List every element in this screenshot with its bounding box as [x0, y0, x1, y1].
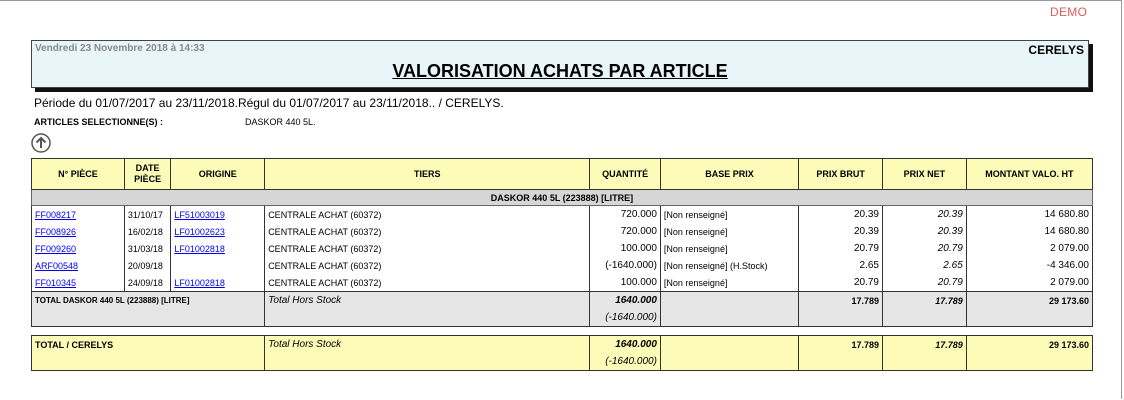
report-header: [31, 40, 1089, 88]
row-quantite: 720.000: [590, 223, 661, 240]
row-base-prix: [Non renseigné]: [660, 223, 798, 240]
subtotal-montant: 29 173.60: [966, 292, 1092, 310]
row-date: 20/09/18: [124, 257, 170, 274]
origine-link[interactable]: LF51003019: [174, 209, 225, 220]
row-montant: 14 680.80: [966, 223, 1092, 240]
spacer-row: [32, 327, 1093, 336]
table-row: [32, 274, 1093, 292]
row-prix-brut: 20.39: [799, 206, 883, 224]
col-header-base-prix[interactable]: BASE PRIX: [660, 159, 798, 190]
row-prix-net: 2.65: [882, 257, 966, 274]
subtotal-quantite-2: (-1640.000): [590, 309, 661, 327]
grand-total-base-prix: [660, 336, 798, 354]
table-row: [32, 206, 1093, 224]
row-date: 31/10/17: [124, 206, 170, 224]
row-prix-brut: 2.65: [799, 257, 883, 274]
subtotal-row: [32, 292, 1093, 310]
arrow-up-circle-icon[interactable]: [31, 133, 51, 153]
grand-total-row-2: [32, 353, 1093, 371]
row-montant: 2 079.00: [966, 274, 1092, 292]
origine-link[interactable]: LF01002623: [174, 226, 225, 237]
origine-link[interactable]: LF01002818: [174, 243, 225, 254]
row-tiers: CENTRALE ACHAT (60372): [265, 223, 590, 240]
col-header-origine[interactable]: ORIGINE: [171, 159, 265, 190]
piece-link[interactable]: FF010345: [35, 277, 77, 288]
grand-total-prix-net: 17.789: [882, 336, 966, 354]
row-tiers: CENTRALE ACHAT (60372): [265, 240, 590, 257]
selection-value: DASKOR 440 5L.: [245, 117, 316, 127]
period-text: Période du 01/07/2017 au 23/11/2018.Régul du 01/07/2017 au 23/11/2018.. / CERELYS.: [34, 96, 504, 110]
subtotal-sub-label: Total Hors Stock: [265, 292, 590, 310]
subtotal-prix-brut: 17.789: [799, 292, 883, 310]
piece-link[interactable]: ARF00548: [35, 260, 79, 271]
row-prix-net: 20.39: [882, 206, 966, 224]
valuation-table: [31, 158, 1093, 371]
col-header-prix-net[interactable]: PRIX NET: [882, 159, 966, 190]
subtotal-quantite: 1640.000: [590, 292, 661, 310]
table-row: [32, 240, 1093, 257]
subtotal-base-prix: [660, 292, 798, 310]
subtotal-row-2: [32, 309, 1093, 327]
row-quantite: (-1640.000): [590, 257, 661, 274]
row-tiers: CENTRALE ACHAT (60372): [265, 206, 590, 224]
row-quantite: 720.000: [590, 206, 661, 224]
grand-total-sub-label: Total Hors Stock: [265, 336, 590, 354]
row-quantite: 100.000: [590, 274, 661, 292]
col-header-piece[interactable]: N° PIÈCE: [32, 159, 125, 190]
row-base-prix: [Non renseigné]: [660, 206, 798, 224]
col-header-date[interactable]: DATE PIÈCE: [124, 159, 170, 190]
piece-link[interactable]: FF008217: [35, 209, 77, 220]
row-date: 16/02/18: [124, 223, 170, 240]
row-date: 24/09/18: [124, 274, 170, 292]
subtotal-label: TOTAL DASKOR 440 5L (223888) [LITRE]: [32, 292, 265, 310]
table-header-row: [32, 159, 1093, 190]
row-prix-brut: 20.39: [799, 223, 883, 240]
row-base-prix: [Non renseigné] (H.Stock): [660, 257, 798, 274]
report-date: Vendredi 23 Novembre 2018 à 14:33: [35, 43, 205, 54]
row-origine: [171, 257, 265, 274]
report-title: VALORISATION ACHATS PAR ARTICLE: [392, 61, 728, 81]
company-name: CERELYS: [1028, 43, 1084, 57]
col-header-quantite[interactable]: QUANTITÉ: [590, 159, 661, 190]
grand-total-quantite-2: (-1640.000): [590, 353, 661, 371]
group-title: DASKOR 440 5L (223888) [LITRE]: [32, 190, 1093, 206]
row-date: 31/03/18: [124, 240, 170, 257]
selection-label: ARTICLES SELECTIONNE(S) :: [34, 117, 164, 127]
row-prix-brut: 20.79: [799, 240, 883, 257]
row-montant: -4 346.00: [966, 257, 1092, 274]
row-prix-net: 20.39: [882, 223, 966, 240]
row-quantite: 100.000: [590, 240, 661, 257]
col-header-tiers[interactable]: TIERS: [265, 159, 590, 190]
grand-total-montant: 29 173.60: [966, 336, 1092, 354]
subtotal-prix-net: 17.789: [882, 292, 966, 310]
row-montant: 14 680.80: [966, 206, 1092, 224]
row-prix-net: 20.79: [882, 240, 966, 257]
col-header-montant[interactable]: MONTANT VALO. HT: [966, 159, 1092, 190]
grand-total-quantite: 1640.000: [590, 336, 661, 354]
row-montant: 2 079.00: [966, 240, 1092, 257]
grand-total-row: [32, 336, 1093, 354]
group-row: [32, 190, 1093, 206]
table-row: [32, 257, 1093, 274]
row-prix-net: 20.79: [882, 274, 966, 292]
grand-total-prix-brut: 17.789: [799, 336, 883, 354]
row-prix-brut: 20.79: [799, 274, 883, 292]
row-tiers: CENTRALE ACHAT (60372): [265, 274, 590, 292]
row-base-prix: [Non renseigné]: [660, 240, 798, 257]
row-base-prix: [Non renseigné]: [660, 274, 798, 292]
origine-link[interactable]: LF01002818: [174, 277, 225, 288]
piece-link[interactable]: FF009260: [35, 243, 77, 254]
piece-link[interactable]: FF008926: [35, 226, 77, 237]
col-header-prix-brut[interactable]: PRIX BRUT: [799, 159, 883, 190]
grand-total-label: TOTAL / CERELYS: [32, 336, 265, 354]
table-row: [32, 223, 1093, 240]
row-tiers: CENTRALE ACHAT (60372): [265, 257, 590, 274]
demo-label: DEMO: [1050, 5, 1088, 19]
